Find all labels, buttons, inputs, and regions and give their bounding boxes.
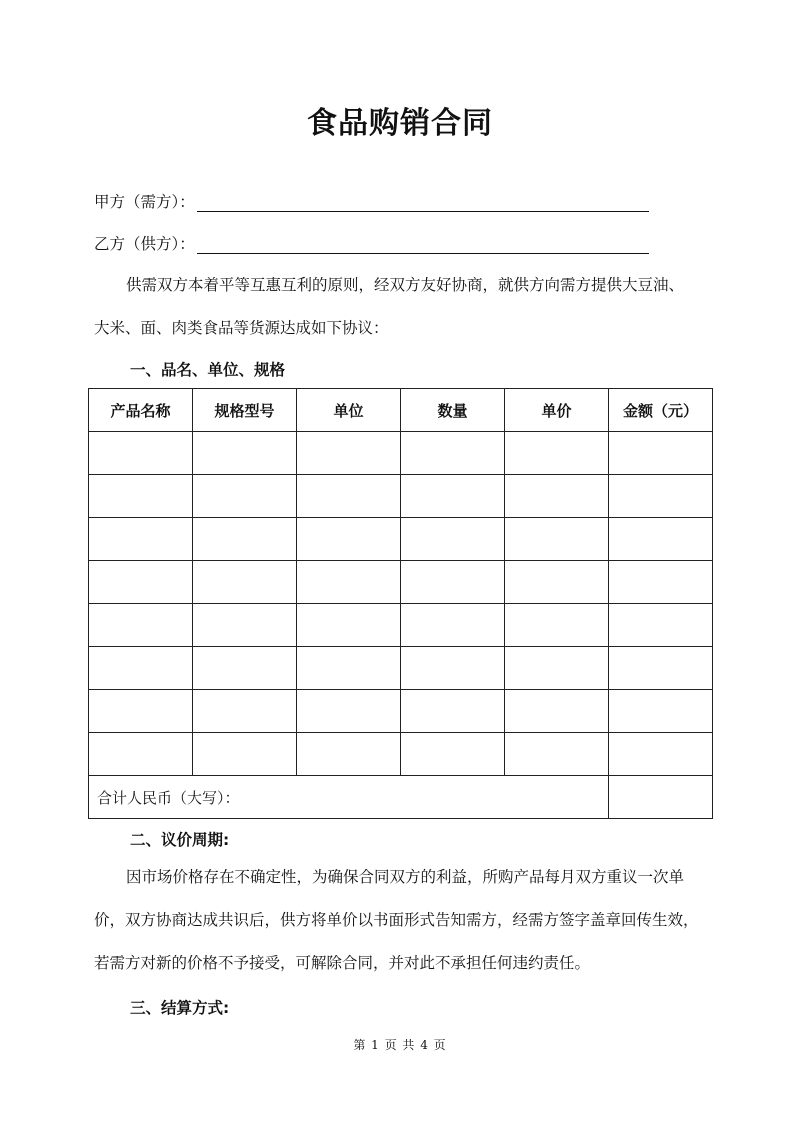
table-row — [89, 475, 713, 518]
table-cell[interactable] — [505, 690, 609, 733]
document-title: 食品购销合同 — [307, 106, 493, 141]
table-row — [89, 604, 713, 647]
table-cell[interactable] — [89, 475, 193, 518]
table-cell[interactable] — [505, 432, 609, 475]
table-row — [89, 432, 713, 475]
table-cell[interactable] — [193, 561, 297, 604]
table-cell[interactable] — [193, 432, 297, 475]
total-amount-cell[interactable] — [609, 776, 713, 819]
intro-line-1: 供需双方本着平等互惠互利的原则，经双方友好协商，就供方向需方提供大豆油、 — [126, 276, 685, 294]
table-cell[interactable] — [609, 561, 713, 604]
party-a-row — [94, 190, 649, 212]
table-header-row — [89, 389, 713, 432]
table-cell[interactable] — [193, 518, 297, 561]
table-cell[interactable] — [609, 475, 713, 518]
table-cell[interactable] — [505, 733, 609, 776]
intro-paragraph — [94, 264, 714, 350]
table-row — [89, 518, 713, 561]
table-cell[interactable] — [609, 647, 713, 690]
goods-table-body — [89, 432, 713, 776]
table-cell[interactable] — [505, 475, 609, 518]
table-cell[interactable] — [401, 647, 505, 690]
section-2-heading: 二、议价周期: — [130, 831, 230, 849]
table-cell[interactable] — [401, 432, 505, 475]
table-cell[interactable] — [401, 561, 505, 604]
total-row — [89, 776, 713, 819]
party-a-label: 甲方（需方）： — [94, 193, 195, 211]
table-cell[interactable] — [505, 647, 609, 690]
section-2-paragraph — [94, 856, 714, 985]
table-cell[interactable] — [297, 690, 401, 733]
table-row — [89, 561, 713, 604]
table-row — [89, 647, 713, 690]
column-header-amount: 金额（元） — [609, 389, 713, 432]
table-cell[interactable] — [89, 733, 193, 776]
section-3-heading: 三、结算方式: — [130, 999, 230, 1017]
table-cell[interactable] — [297, 647, 401, 690]
column-header-product-name: 产品名称 — [89, 389, 193, 432]
party-a-blank-line — [197, 193, 649, 212]
section-2-line-2: 价，双方协商达成共识后，供方将单价以书面形式告知需方，经需方签字盖章回传生效， — [94, 911, 699, 929]
table-cell[interactable] — [297, 432, 401, 475]
table-cell[interactable] — [609, 604, 713, 647]
table-row — [89, 733, 713, 776]
table-cell[interactable] — [609, 690, 713, 733]
table-cell[interactable] — [505, 561, 609, 604]
column-header-quantity: 数量 — [401, 389, 505, 432]
table-cell[interactable] — [297, 561, 401, 604]
column-header-unit-price: 单价 — [505, 389, 609, 432]
table-cell[interactable] — [89, 561, 193, 604]
table-cell[interactable] — [193, 690, 297, 733]
table-cell[interactable] — [609, 432, 713, 475]
table-cell[interactable] — [401, 733, 505, 776]
section-2-line-1: 因市场价格存在不确定性，为确保合同双方的利益，所购产品每月双方重议一次单 — [126, 868, 685, 886]
table-cell[interactable] — [401, 475, 505, 518]
table-cell[interactable] — [505, 604, 609, 647]
party-b-row — [94, 232, 649, 254]
table-cell[interactable] — [609, 733, 713, 776]
table-row — [89, 690, 713, 733]
section-1-heading: 一、品名、单位、规格 — [130, 361, 286, 379]
intro-line-2: 大米、面、肉类食品等货源达成如下协议： — [94, 319, 389, 337]
table-cell[interactable] — [89, 518, 193, 561]
table-cell[interactable] — [89, 604, 193, 647]
table-cell[interactable] — [193, 647, 297, 690]
table-cell[interactable] — [401, 690, 505, 733]
table-cell[interactable] — [401, 518, 505, 561]
table-cell[interactable] — [297, 518, 401, 561]
table-cell[interactable] — [609, 518, 713, 561]
column-header-spec: 规格型号 — [193, 389, 297, 432]
table-cell[interactable] — [89, 432, 193, 475]
table-cell[interactable] — [297, 475, 401, 518]
goods-table — [88, 388, 713, 819]
table-cell[interactable] — [505, 518, 609, 561]
table-cell[interactable] — [193, 604, 297, 647]
table-cell[interactable] — [297, 733, 401, 776]
section-2-line-3: 若需方对新的价格不予接受，可解除合同，并对此不承担任何违约责任。 — [94, 954, 591, 972]
table-cell[interactable] — [193, 733, 297, 776]
party-b-blank-line — [197, 235, 649, 254]
table-cell[interactable] — [89, 647, 193, 690]
column-header-unit: 单位 — [297, 389, 401, 432]
page-footer: 第 1 页 共 4 页 — [353, 1038, 447, 1052]
table-cell[interactable] — [297, 604, 401, 647]
table-cell[interactable] — [401, 604, 505, 647]
party-b-label: 乙方（供方）： — [94, 235, 195, 253]
table-cell[interactable] — [89, 690, 193, 733]
total-label: 合计人民币（大写）： — [89, 776, 609, 819]
table-cell[interactable] — [193, 475, 297, 518]
